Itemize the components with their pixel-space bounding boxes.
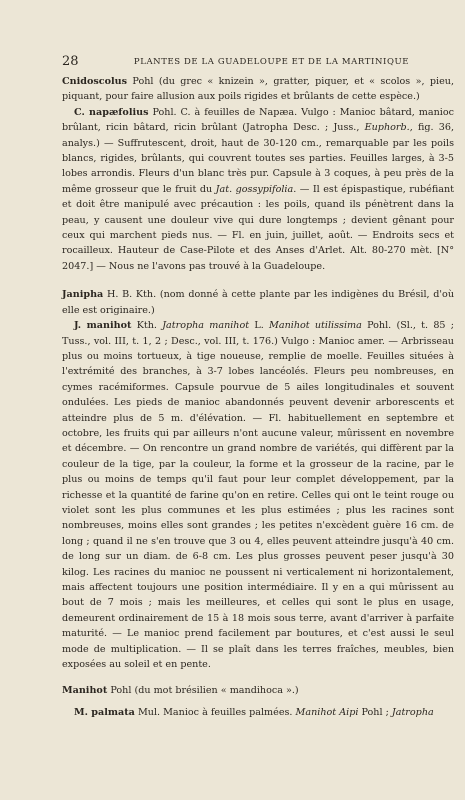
entry-manihot — [62, 318, 454, 672]
entry-text: — Il est épispastique, rubéfiant et doit être manipulé avec précaution : les poils, quand ils pénètrent dans la peau, y causent une douleur vive qui dure longtemps ; devient gênant pour ceux qui marchent pieds nus. — Fl. en juin, juillet, août. — Endroits secs et rocailleux. Hauteur de Case-Pilote et des Anses d'Arlet. Alt. 80-270 mèt. [N° 2047.] — Nous ne l'avons pas trouvé à la Guadeloupe. — [62, 183, 454, 272]
species-name: M. palmata — [74, 706, 135, 718]
species-name: J. manihot — [74, 320, 132, 332]
entry-text: Pohl (du mot brésilien « mandihoca ».) — [107, 685, 299, 697]
entry-text: Pohl ; — [358, 706, 392, 718]
italic-text: Jatropha manihot — [162, 320, 250, 332]
page-header — [62, 54, 451, 71]
entry-text: Pohl. C. à feuilles de Napæa. Vulgo : Manioc bâtard, manioc brûlant, ricin bâtard, ricin brûlant (Jatropha Desc. ; Juss., — [62, 106, 454, 134]
page-number: 28 — [62, 54, 79, 69]
genus-name: Cnidoscolus — [62, 76, 128, 87]
entry-text: Pohl. (Sl., t. 85 ; Tuss., vol. III, t. 1, 2 ; Desc., vol. III, t. 176.) Vulgo : Manioc amer. — Arbrisseau plus ou moins tortueux, à tige noueuse, remplie de moelle. Feuilles situées à l'extrémité des branches, à 3-7 lobes lancéolés. Fleurs peu nombreuses, en cymes racémiformes. Capsule pourvue de 5 ailes longitudinales et souvent ondulées. Les pieds de manioc abandonnés peuvent devenir arborescents et atteindre plus de 5 m. d'élévation. — Fl. habituellement en septembre et octobre, les fruits qui par ailleurs n'ont aucune valeur, mûrissent en novembre et décembre. — On rencontre un grand nombre de variétés, qui diffèrent par la couleur de la tige, par la couleur, la forme et la grosseur de la racine, par le plus ou moins de temps qu'il faut pour leur complet développement, par la richesse et la quantité de farine qu'on en retire. Celles qui ont le teint rouge ou violet sont les plus communes et les plus estimées ; plus les racines sont nombreuses, moins elles sont grandes ; les petites n'excèdent guère 16 cm. de long ; quand il ne s'en trouve que 3 ou 4, elles peuvent atteindre jusqu'à 40 cm. de long sur un diam. de 6-8 cm. Les plus grosses peuvent peser jusqu'à 30 kilog. Les racines du manioc ne poussent ni verticalement ni horizontalement, mais affectent toujours une position intermédiaire. Il y en a qui mûrissent au bout de 7 mois ; mais les meilleures, et celles qui sont le plus en usage, demeurent ordinairement de 15 à 18 mois sous terre, avant d'arriver à parfaite maturité. — Le manioc prend facilement par boutures, et c'est aussi le seul mode de multiplication. — Il se plaît dans les terres fraîches, meubles, bien exposées au soleil et en pente. — [62, 320, 454, 671]
entry-palmata — [62, 705, 454, 720]
species-name: C. napæfolius — [74, 106, 149, 118]
italic-text: Jat. gossypifolia. — [215, 183, 297, 195]
entry-text: H. B. Kth. (nom donné à cette plante par les indigènes du Brésil, d'où elle est originaire.) — [62, 289, 454, 316]
entry-text: , fig. 36, analys.) — Suffrutescent, droit, haut de 30-120 cm., remarquable par les poils blancs, rigides, brûlants, qui couvrent toutes ses parties. Feuilles larges, à 3-5 lobes arrondis. Fleurs d'un blanc très pur. Capsule à 3 coques, à peu près de la même grosseur que le fruit du — [62, 122, 454, 195]
genus-name: Janipha — [62, 289, 104, 301]
italic-text: Euphorb. — [364, 122, 410, 134]
entry-text: Mul. Manioc à feuilles palmées. — [134, 706, 296, 718]
italic-text: Jatropha — [391, 706, 434, 718]
entry-text: Kth. — [131, 320, 163, 332]
running-title: PLANTES DE LA GUADELOUPE ET DE LA MARTINIQUE — [133, 57, 410, 67]
italic-text: Manihot utilissima — [269, 320, 362, 332]
entry-text: L. — [249, 320, 270, 332]
italic-text: Manihot Aipi — [295, 706, 359, 718]
genus-name: Manihot — [62, 685, 108, 697]
page-body — [62, 74, 454, 720]
entry-text: Pohl (du grec « knizein », gratter, piquer, et « scolos », pieu, piquant, pour faire allusion aux poils rigides et brûlants de cette espèce.) — [62, 76, 454, 103]
entry-janipha — [62, 287, 454, 318]
entry-manihot-genus — [62, 683, 454, 698]
entry-cnidoscolus — [62, 74, 454, 105]
entry-napaefolius — [62, 105, 454, 274]
